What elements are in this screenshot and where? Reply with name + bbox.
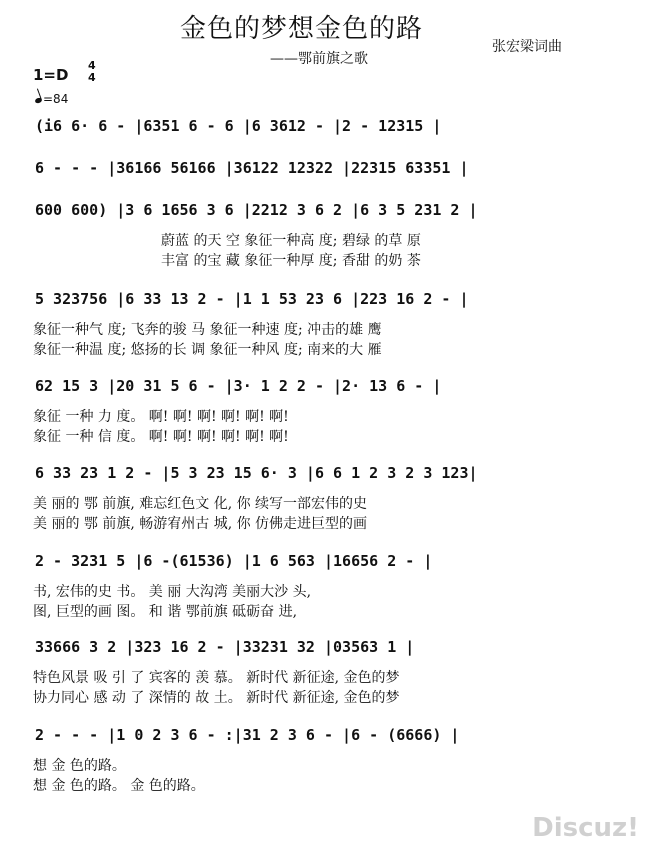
notation-line: 33666 3 2 |323 16 2 - |33231 32 |03563 1 | (35, 638, 415, 656)
lyric-line: 丰富 的宝 藏 象征一种厚 度; 香甜 的奶 茶 (161, 253, 421, 269)
lyric-line: 书, 宏伟的史 书。 美 丽 大沟湾 美丽大沙 头, (33, 584, 312, 600)
notation-line: 62 15 3 |20 31 5 6 - |3· 1 2 2 - |2· 13 6 - | (35, 377, 442, 395)
score-system (33, 198, 613, 269)
time-signature-top: 4 (88, 59, 96, 72)
score-system (33, 635, 613, 706)
song-title: 金色的梦想金色的路 (180, 14, 424, 44)
watermark: Discuz! (532, 813, 639, 843)
lyric-line: 图, 巨型的画 图。 和 谐 鄂前旗 砥砺奋 进, (33, 604, 298, 620)
notation-line: 6 33 23 1 2 - |5 3 23 15 6· 3 |6 6 1 2 3 2 3 123| (35, 464, 478, 482)
lyric-line: 象征 一种 力 度。 啊! 啊! 啊! 啊! 啊! 啊! (33, 409, 289, 425)
lyric-line: 象征 一种 信 度。 啊! 啊! 啊! 啊! 啊! 啊! (33, 429, 289, 445)
lyric-line: 蔚蓝 的天 空 象征一种高 度; 碧绿 的草 原 (161, 233, 421, 249)
composer-credit: 张宏梁词曲 (492, 39, 562, 55)
key-signature: 1=D (33, 66, 69, 84)
notation-line: 5 323756 |6 33 13 2 - |1 1 53 23 6 |223 16 2 - | (35, 290, 469, 308)
score-system (33, 114, 613, 138)
lyric-line: 协力同心 感 动 了 深情的 故 土。 新时代 新征途, 金色的梦 (33, 690, 400, 706)
score-system (33, 723, 613, 794)
song-subtitle: ——鄂前旗之歌 (270, 51, 368, 67)
lyric-line: 美 丽的 鄂 前旗, 畅游宥州古 城, 你 仿佛走进巨型的画 (33, 516, 368, 532)
score-system (33, 549, 613, 620)
quarter-note-icon (34, 97, 42, 104)
notation-line: 2 - 3231 5 |6 -(61536) |1 6 563 |16656 2 - | (35, 552, 433, 570)
lyric-line: 象征一种温 度; 悠扬的长 调 象征一种风 度; 南来的大 雁 (33, 342, 382, 358)
score-system (33, 287, 613, 358)
lyric-line: 想 金 色的路。 (33, 758, 126, 774)
notation-line: 2 - - - |1 0 2 3 6 - :|31 2 3 6 - |6 - (6666) | (35, 726, 460, 744)
score-system (33, 461, 613, 532)
score-system (33, 374, 613, 445)
lyric-line: 美 丽的 鄂 前旗, 难忘红色文 化, 你 续写一部宏伟的史 (33, 496, 368, 512)
lyric-line: 想 金 色的路。 金 色的路。 (33, 778, 205, 794)
tempo-value: =84 (43, 92, 69, 106)
score-system (33, 156, 613, 180)
notation-line: 600 600) |3 6 1656 3 6 |2212 3 6 2 |6 3 5 231 2 | (35, 201, 478, 219)
tempo-marking (35, 92, 68, 106)
notation-line: 6 - - - |36166 56166 |36122 12322 |22315 63351 | (35, 159, 469, 177)
lyric-line: 特色风景 吸 引 了 宾客的 羡 慕。 新时代 新征途, 金色的梦 (33, 670, 400, 686)
time-signature (88, 60, 96, 84)
lyric-line: 象征一种气 度; 飞奔的骏 马 象征一种速 度; 冲击的雄 鹰 (33, 322, 382, 338)
time-signature-bottom: 4 (88, 71, 96, 84)
notation-line: (i6 6· 6 - |6351 6 - 6 |6 3612 - |2 - 12315 | (35, 117, 442, 135)
